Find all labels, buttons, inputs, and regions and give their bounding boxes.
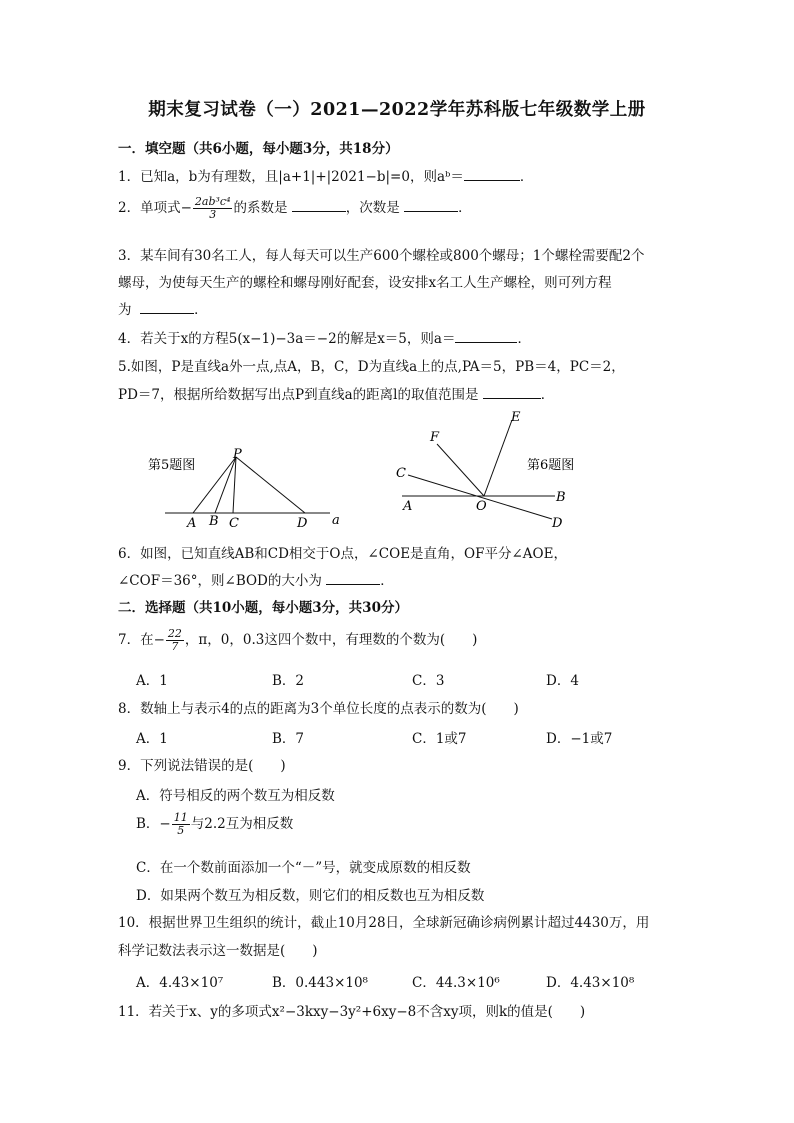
- answer-blank-1[interactable]: [464, 167, 520, 181]
- label-D: D: [297, 516, 308, 531]
- question-1: [118, 165, 678, 185]
- answer-blank-4[interactable]: [455, 329, 517, 343]
- option-10d[interactable]: D．4.43×10⁸: [546, 975, 635, 991]
- fraction-numerator: 11: [173, 811, 188, 824]
- option-7a[interactable]: A．1: [136, 673, 168, 689]
- question-1-text: 1．已知a，b为有理数，且|a+1|+|2021−b|=0，则aᵇ＝: [118, 169, 464, 185]
- section-heading-fill-in: 一．填空题（共6小题，每小题3分，共18分）: [118, 141, 399, 157]
- question-5-line-1: 5.如图，P是直线a外一点,点A，B，C，D为直线a上的点,PA＝5，PB＝4，PC＝2，: [118, 359, 625, 375]
- question-3-end: ．: [194, 302, 208, 318]
- option-7b[interactable]: B．2: [272, 673, 305, 689]
- segment-PA: [193, 457, 236, 513]
- fraction-denominator: 3: [209, 208, 217, 221]
- label-B: B: [209, 514, 219, 529]
- question-6-line-1: 6．如图，已知直线AB和CD相交于O点，∠COE是直角，OF平分∠AOE，: [118, 546, 567, 562]
- label-A-fig6: A: [403, 499, 413, 514]
- answer-blank-3[interactable]: [140, 300, 194, 314]
- question-7-prefix: 7．在−: [118, 632, 165, 648]
- option-7d[interactable]: D．4: [546, 673, 579, 689]
- question-2-mid2: ，次数是: [345, 200, 400, 216]
- option-9d[interactable]: D．如果两个数互为相反数，则它们的相反数也互为相反数: [136, 888, 485, 904]
- answer-blank-2a[interactable]: [292, 198, 346, 212]
- question-4-end: ．: [517, 331, 531, 347]
- label-P: P: [233, 447, 242, 462]
- question-7-suffix: ，π，0，0.3̇这四个数中，有理数的个数为( ): [184, 632, 478, 648]
- ray-OE: [484, 420, 512, 496]
- question-5-l2: PD＝7，根据所给数据写出点P到直线a的距离l的取值范围是: [118, 387, 479, 403]
- option-7c[interactable]: C．3: [412, 673, 445, 689]
- figure-5-caption: 第5题图: [148, 458, 196, 473]
- option-8b[interactable]: B．7: [272, 731, 305, 747]
- fraction-denominator: 7: [171, 640, 179, 653]
- question-2: [118, 196, 678, 221]
- question-8: 8．数轴上与表示4的点的距离为3个单位长度的点表示的数为( ): [118, 701, 519, 717]
- option-9b[interactable]: [136, 812, 293, 837]
- answer-blank-5[interactable]: [483, 385, 541, 399]
- question-5-end: ．: [540, 387, 555, 403]
- option-8c[interactable]: C．1或7: [412, 731, 467, 747]
- fraction-numerator: 22: [167, 627, 182, 640]
- label-F: F: [430, 430, 440, 445]
- figure-6-caption: 第6题图: [527, 458, 575, 473]
- monomial-fraction: [193, 196, 233, 221]
- figure-6: [396, 410, 574, 531]
- question-7: [118, 628, 678, 653]
- option-9b-suffix: 与2.2互为相反数: [190, 816, 294, 832]
- option-8d[interactable]: D．−1或7: [546, 731, 613, 747]
- option-10a[interactable]: A．4.43×10⁷: [136, 975, 224, 991]
- question-2-mid: 的系数是: [233, 200, 288, 216]
- question-3-line-2: 螺母，为使每天生产的螺栓和螺母刚好配套，设安排x名工人生产螺栓，则可列方程: [118, 275, 612, 291]
- figure-5: [148, 447, 340, 531]
- section-heading-choice: 二．选择题（共10小题，每小题3分，共30分）: [118, 600, 408, 616]
- question-4: [118, 327, 678, 347]
- label-B-fig6: B: [556, 490, 566, 505]
- label-a: a: [332, 513, 340, 528]
- label-C: C: [229, 516, 239, 531]
- answer-blank-2b[interactable]: [404, 198, 458, 212]
- option-9b-prefix: B．−: [136, 816, 171, 832]
- option-10c[interactable]: C．44.3×10⁶: [412, 975, 500, 991]
- question-3-l3: 为: [118, 302, 132, 318]
- option-9a[interactable]: A．符号相反的两个数互为相反数: [136, 788, 335, 804]
- question-6-l2: ∠COF＝36°，则∠BOD的大小为: [118, 573, 322, 589]
- segment-PC: [233, 457, 236, 513]
- label-C-fig6: C: [396, 466, 406, 481]
- question-1-end: ．: [519, 169, 534, 185]
- option-9c[interactable]: C．在一个数前面添加一个“－”号，就变成原数的相反数: [136, 860, 471, 876]
- question-4-text: 4．若关于x的方程5(x−1)−3a＝−2的解是x＝5，则a＝: [118, 331, 456, 347]
- label-D-fig6: D: [552, 516, 563, 531]
- segment-PB: [215, 457, 236, 513]
- figures-5-6: [0, 400, 794, 540]
- ray-OF: [437, 444, 484, 496]
- question-2-prefix: 2．单项式−: [118, 200, 192, 216]
- question-10-line-1: 10．根据世界卫生组织的统计，截止10月28日，全球新冠确诊病例累计超过4430万，用: [118, 915, 650, 931]
- answer-blank-6[interactable]: [326, 571, 380, 585]
- label-E: E: [511, 410, 521, 425]
- option-10b[interactable]: B．0.443×10⁸: [272, 975, 368, 991]
- question-6-end: ．: [380, 573, 394, 589]
- question-11: 11．若关于x、y的多项式x²−3kxy−3y²+6xy−8不含xy项，则k的值是( ): [118, 1004, 586, 1020]
- option-8a[interactable]: A．1: [136, 731, 168, 747]
- fraction-11-5: [172, 812, 190, 837]
- fraction-22-7: [166, 628, 184, 653]
- question-9: 9．下列说法错误的是( ): [118, 758, 286, 774]
- fraction-numerator: 2ab³c⁴: [194, 195, 231, 208]
- question-2-end: ．: [458, 200, 472, 216]
- fraction-denominator: 5: [177, 824, 185, 837]
- page-title: 期末复习试卷（一）2021—2022学年苏科版七年级数学上册: [148, 100, 646, 120]
- question-3-line-1: 3．某车间有30名工人，每人每天可以生产600个螺栓或800个螺母；1个螺栓需要配2个: [118, 248, 645, 264]
- question-3-line-3: [118, 298, 678, 318]
- question-10-line-2: 科学记数法表示这一数据是( ): [118, 943, 318, 959]
- label-A: A: [187, 516, 197, 531]
- question-6-line-2: [118, 569, 678, 589]
- label-O: O: [476, 499, 487, 514]
- segment-PD: [236, 457, 305, 513]
